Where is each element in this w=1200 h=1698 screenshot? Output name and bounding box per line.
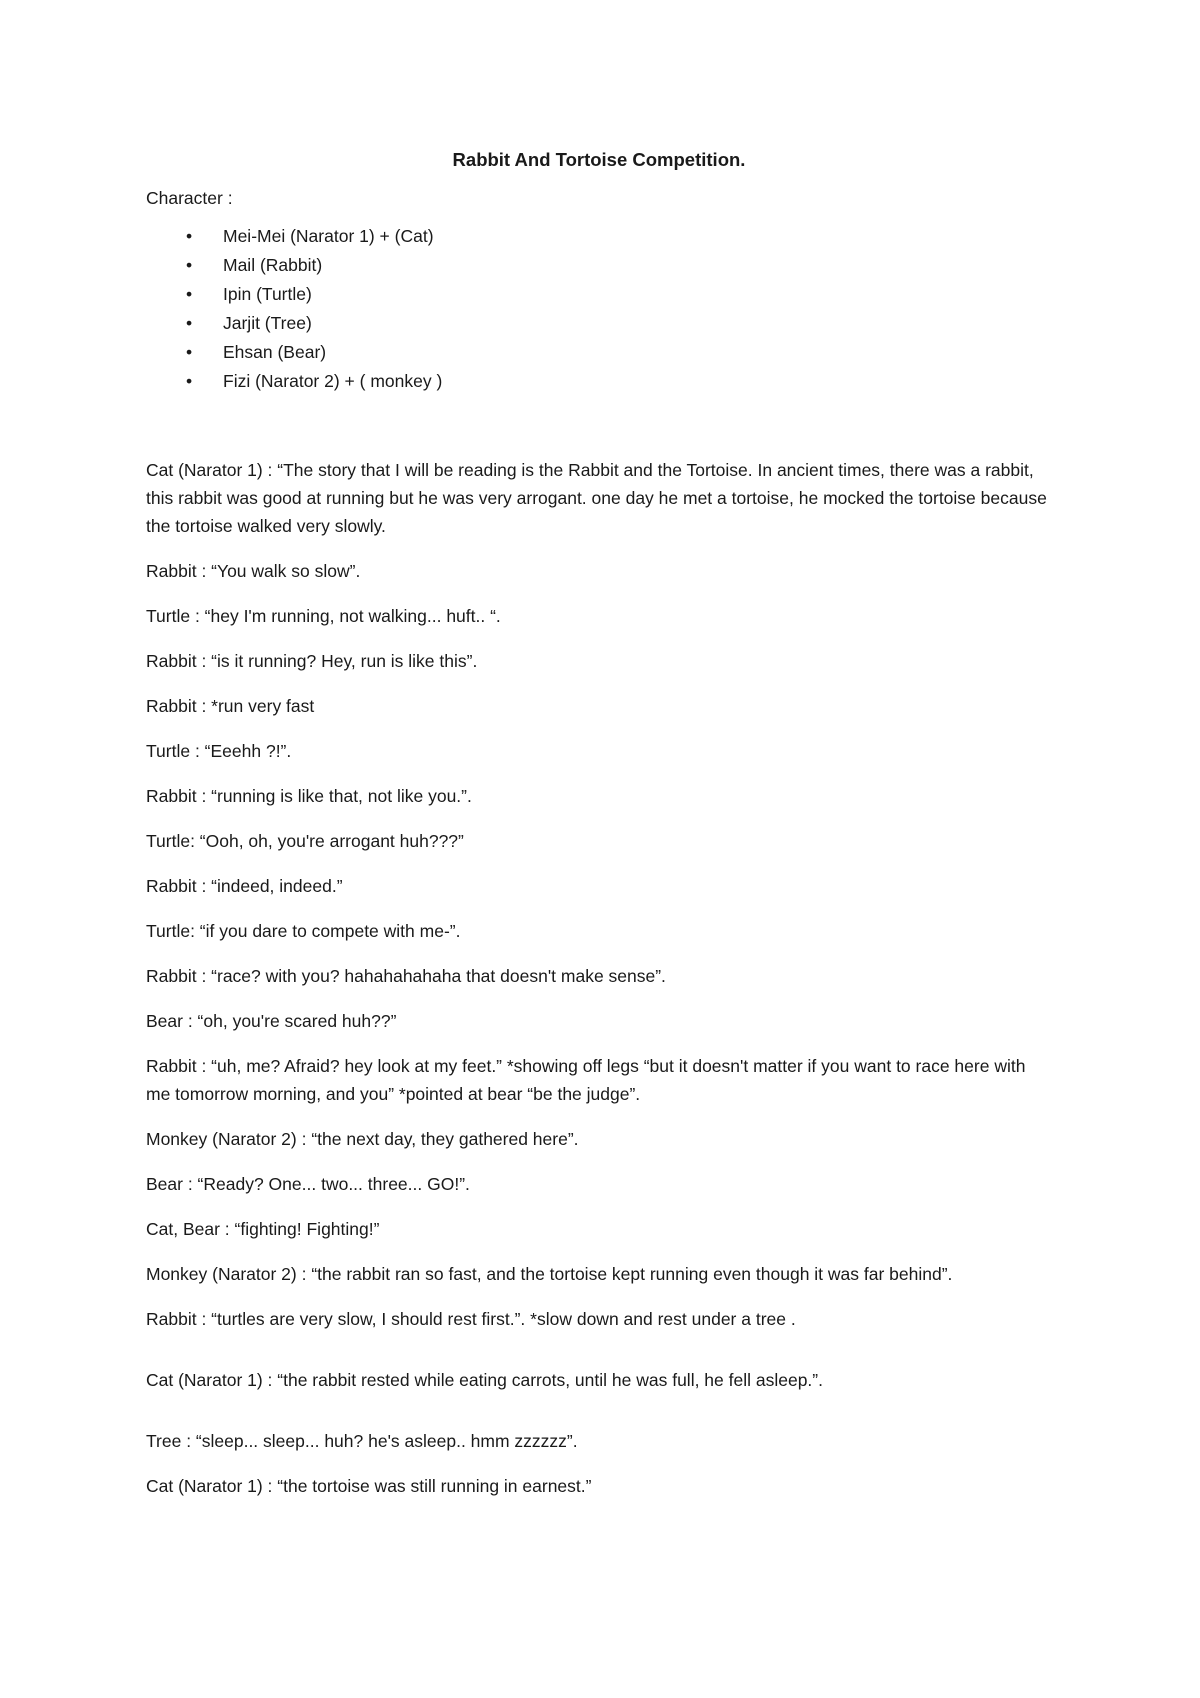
cast-item-label: Ipin (Turtle): [223, 284, 312, 304]
cast-item: [146, 222, 1052, 251]
bullet-icon: •: [186, 342, 193, 362]
dialogue-line: Rabbit : “race? with you? hahahahahaha that doesn't make sense”.: [146, 966, 666, 986]
document-body: [146, 148, 1052, 1517]
dialogue-line: Rabbit : “You walk so slow”.: [146, 561, 361, 581]
bullet-icon: •: [186, 255, 193, 275]
dialogue-line: Turtle : “Eeehh ?!”.: [146, 741, 292, 761]
character-heading: Character :: [146, 188, 233, 208]
dialogue-line: Cat (Narator 1) : “The story that I will be reading is the Rabbit and the Tortoise. In ancient times, there was a rabbit, this rabbit was good at running but he was very arrogant. one day he met a tortoise, he mocked the tortoise because the tortoise walked very slowly.: [146, 460, 1047, 536]
dialogue-line: Monkey (Narator 2) : “the rabbit ran so fast, and the tortoise kept running even though it was far behind”.: [146, 1264, 953, 1284]
dialogue-line: Turtle: “if you dare to compete with me-”.: [146, 921, 461, 941]
bullet-icon: •: [186, 371, 193, 391]
dialogue-line: Rabbit : “running is like that, not like you.”.: [146, 786, 472, 806]
dialogue-line: Turtle : “hey I'm running, not walking... huft.. “.: [146, 606, 501, 626]
cast-item: [146, 367, 1052, 396]
dialogue-line: Rabbit : “turtles are very slow, I should rest first.”. *slow down and rest under a tree .: [146, 1309, 796, 1329]
dialogue-line: Cat, Bear : “fighting! Fighting!”: [146, 1219, 380, 1239]
cast-item: [146, 280, 1052, 309]
dialogue-line: Bear : “oh, you're scared huh??”: [146, 1011, 397, 1031]
dialogue-line: Tree : “sleep... sleep... huh? he's asleep.. hmm zzzzzz”.: [146, 1431, 578, 1451]
cast-item: [146, 309, 1052, 338]
dialogue-line: Rabbit : “indeed, indeed.”: [146, 876, 343, 896]
cast-list: [146, 222, 1052, 396]
dialogue-line: Cat (Narator 1) : “the rabbit rested while eating carrots, until he was full, he fell asleep.”.: [146, 1370, 823, 1390]
dialogue-line: Rabbit : “uh, me? Afraid? hey look at my feet.” *showing off legs “but it doesn't matter if you want to race here with me tomorrow morning, and you” *pointed at bear “be the judge”.: [146, 1056, 1026, 1104]
cast-item-label: Mail (Rabbit): [223, 255, 323, 275]
dialogue-line: Monkey (Narator 2) : “the next day, they gathered here”.: [146, 1129, 579, 1149]
dialogue-line: Cat (Narator 1) : “the tortoise was still running in earnest.”: [146, 1476, 592, 1496]
dialogue-line: Bear : “Ready? One... two... three... GO!”.: [146, 1174, 470, 1194]
dialogue-line: Rabbit : *run very fast: [146, 696, 315, 716]
cast-item-label: Jarjit (Tree): [223, 313, 312, 333]
dialogue-line: Turtle: “Ooh, oh, you're arrogant huh???”: [146, 831, 464, 851]
cast-item: [146, 338, 1052, 367]
cast-item: [146, 251, 1052, 280]
document-title: Rabbit And Tortoise Competition.: [452, 149, 746, 170]
bullet-icon: •: [186, 313, 193, 333]
bullet-icon: •: [186, 226, 193, 246]
cast-item-label: Fizi (Narator 2) + ( monkey ): [223, 371, 443, 391]
cast-item-label: Mei-Mei (Narator 1) + (Cat): [223, 226, 434, 246]
bullet-icon: •: [186, 284, 193, 304]
dialogue-line: Rabbit : “is it running? Hey, run is like this”.: [146, 651, 478, 671]
script-dialogue: [146, 456, 1052, 1500]
cast-item-label: Ehsan (Bear): [223, 342, 327, 362]
